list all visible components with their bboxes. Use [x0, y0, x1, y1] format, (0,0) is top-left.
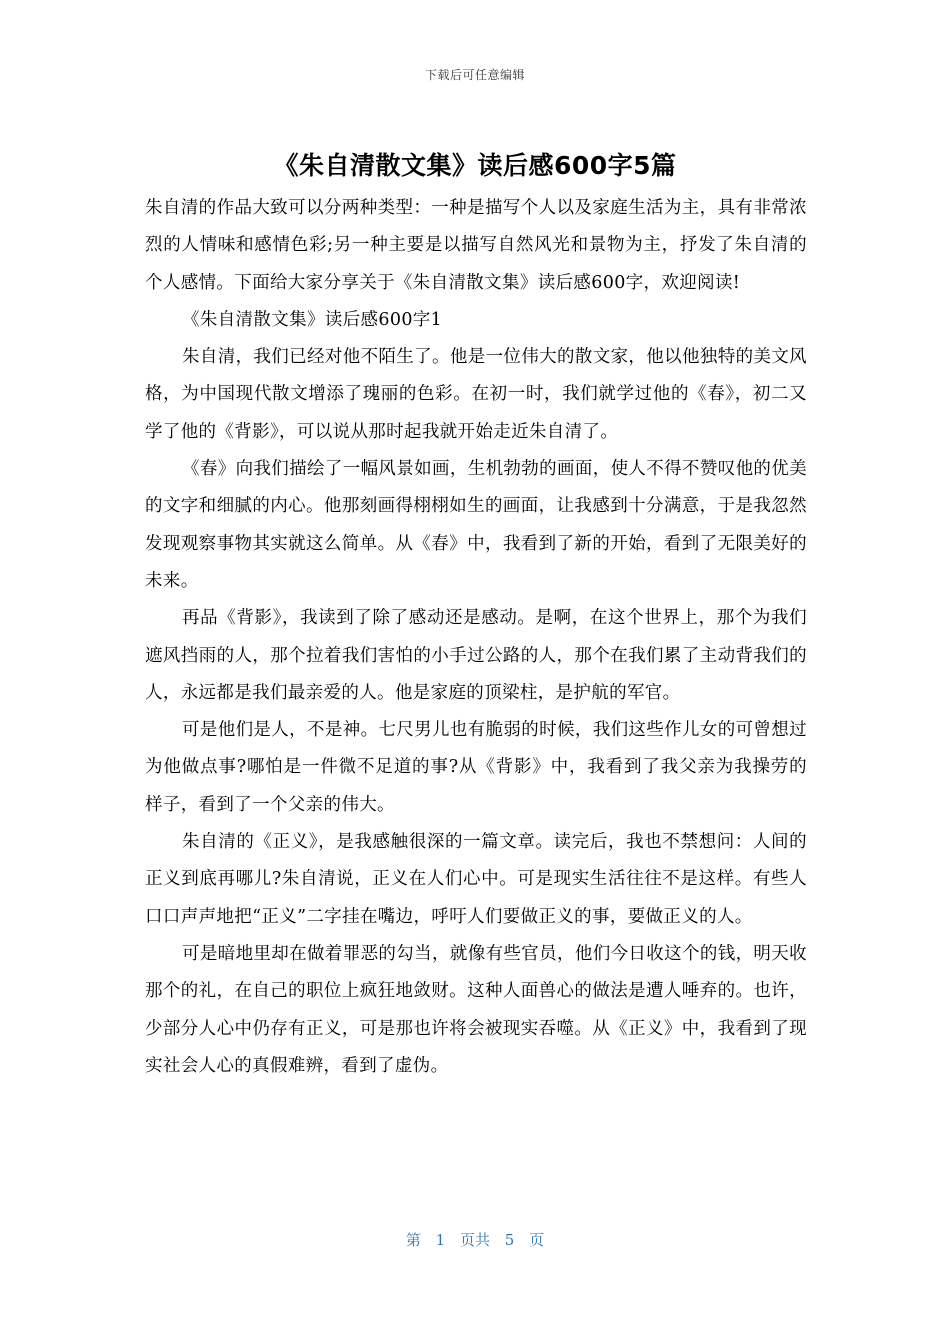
body-paragraph: 可是暗地里却在做着罪恶的勾当，就像有些官员，他们今日收这个的钱，明天收那个的礼，在自己的职位上疯狂地敛财。这种人面兽心的做法是遭人唾弃的。也许，少部分人心中仍存有正义，可是那也许将会被现实吞噬。从《正义》中，我看到了现实社会人心的真假难辨，看到了虚伪。 [145, 943, 807, 1076]
document-title: 《朱自清散文集》读后感600字5篇 [273, 151, 677, 180]
page-number: 第 1 页共 5 页 [405, 1231, 545, 1249]
body-paragraph: 朱自清的《正义》，是我感触很深的一篇文章。读完后，我也不禁想问：人间的正义到底再哪儿?朱自清说，正义在人们心中。可是现实生活往往不是这样。有些人口口声声地把“正义”二字挂在嘴边，呼吁人们要做正义的事，要做正义的人。 [145, 832, 807, 927]
section-heading: 《朱自清散文集》读后感600字1 [182, 309, 443, 330]
intro-paragraph: 朱自清的作品大致可以分两种类型：一种是描写个人以及家庭生活为主，具有非常浓烈的人情味和感情色彩;另一种主要是以描写自然风光和景物为主，抒发了朱自清的个人感情。下面给大家分享关于《朱自清散文集》读后感600字，欢迎阅读! [145, 198, 807, 293]
body-paragraph: 朱自清，我们已经对他不陌生了。他是一位伟大的散文家，他以他独特的美文风格，为中国现代散文增添了瑰丽的色彩。在初一时，我们就学过他的《春》，初二又学了他的《背影》，可以说从那时起我就开始走近朱自清了。 [145, 347, 807, 442]
body-paragraph: 《春》向我们描绘了一幅风景如画，生机勃勃的画面，使人不得不赞叹他的优美的文字和细腻的内心。他那刻画得栩栩如生的画面，让我感到十分满意，于是我忽然发现观察事物其实就这么简单。从《春》中，我看到了新的开始，看到了无限美好的未来。 [145, 459, 807, 591]
document-body [145, 190, 807, 1085]
body-paragraph: 再品《背影》，我读到了除了感动还是感动。是啊，在这个世界上，那个为我们遮风挡雨的人，那个拉着我们害怕的小手过公路的人，那个在我们累了主动背我们的人，永远都是我们最亲爱的人。他是家庭的顶梁柱，是护航的军官。 [145, 608, 807, 703]
body-paragraph: 可是他们是人，不是神。七尺男儿也有脆弱的时候，我们这些作儿女的可曾想过为他做点事?哪怕是一件微不足道的事?从《背影》中，我看到了我父亲为我操劳的样子，看到了一个父亲的伟大。 [145, 720, 807, 815]
header-note: 下载后可任意编辑 [424, 68, 525, 82]
